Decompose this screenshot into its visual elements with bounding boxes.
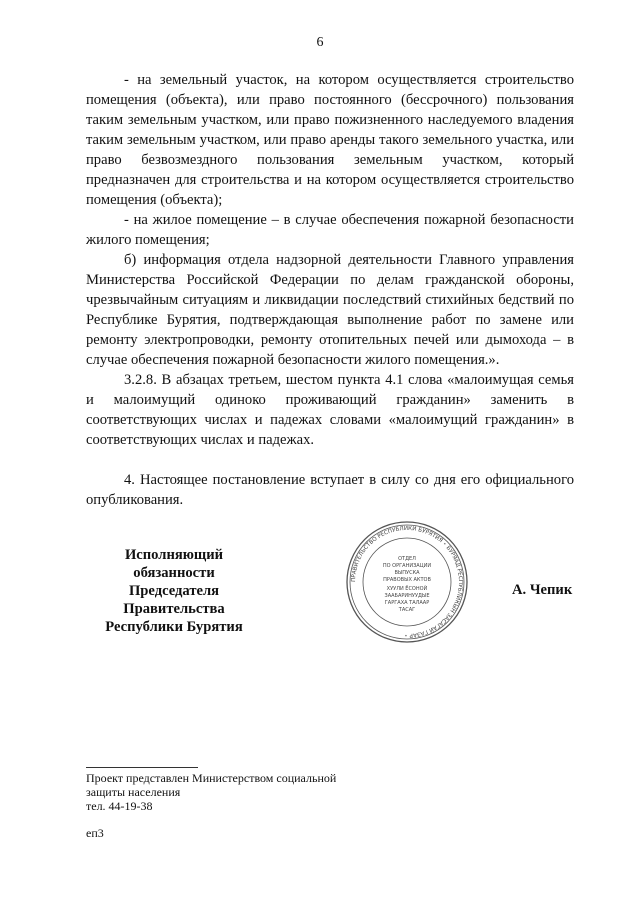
paragraph-land-plot: - на земельный участок, на котором осуществляется строительство помещения (объекта), или право постоянного (бессрочного) пользования таким земельным участком, или право пожизненного наследуемого владения таким земельным участком, или право аренды такого земельного участка, или право безвозмездного пользования земельным участком, который предназначен для строительства и на котором осуществляется строительство помещения (объекта); [86, 72, 574, 208]
document-body [86, 70, 574, 510]
official-seal-stamp [345, 520, 469, 644]
signatory-title-line: Республики Бурятия [105, 619, 243, 635]
seal-inner-line: ТАСАГ [398, 607, 416, 613]
signatory-name: А. Чепик [512, 582, 573, 598]
seal-outer-text: ПРАВИТЕЛЬСТВО РЕСПУБЛИКИ БУРЯТИЯ ⋆ БУРЯАД РЕСПУБЛИКЫН ЗАСАГАЙ ГАЗАР ⋆ [350, 525, 464, 639]
footer-note [86, 771, 336, 813]
signatory-title-line: Исполняющий обязанности [124, 547, 224, 581]
document-code: еп3 [86, 826, 104, 840]
signatory-title [86, 546, 262, 636]
paragraph-amendment-3-2-8: 3.2.8. В абзацах третьем, шестом пункта 4.1 слова «малоимущая семья и малоимущий одиноко проживающий гражданин» заменить в соответствующих числах и падежах словами «малоимущий гражданин» в соответствующих числах и падежах. [86, 372, 574, 448]
seal-inner-line: ХУУЛИ ЁСОНОЙ [386, 586, 428, 592]
seal-inner-line: ГАРГАХА ТАЛААР [384, 600, 430, 606]
paragraph-fire-supervision-info: б) информация отдела надзорной деятельности Главного управления Министерства Российской Федерации по делам гражданской обороны, чрезвычайным ситуациям и ликвидации последствий стихийных бедствий по Республике Бурятия, подтверждающая выполнение работ по замене или ремонту электропроводки, ремонту отопительных печей или дымохода – в случае обеспечения пожарной безопасности жилого помещения.». [86, 252, 574, 368]
footer-phone: тел. 44-19-38 [86, 799, 153, 813]
seal-inner-line: ПО ОРГАНИЗАЦИИ [382, 563, 432, 569]
seal-inner-line: ЗААБАРИНУУДЫЕ [384, 593, 430, 599]
page-number: 6 [316, 35, 324, 50]
signatory-title-line: Председателя Правительства [123, 583, 225, 617]
footer-divider [86, 767, 198, 768]
seal-inner-line: ВЫПУСКА [394, 570, 420, 576]
paragraph-living-space: - на жилое помещение – в случае обеспечения пожарной безопасности жилого помещения; [86, 212, 574, 248]
footer-line: Проект представлен Министерством социальной [86, 771, 337, 785]
footer-line: защиты населения [86, 785, 181, 799]
seal-inner-line: ОТДЕЛ [398, 556, 416, 562]
paragraph-entry-into-force: 4. Настоящее постановление вступает в силу со дня его официального опубликования. [86, 472, 574, 508]
seal-inner-line: ПРАВОВЫХ АКТОВ [383, 577, 431, 583]
